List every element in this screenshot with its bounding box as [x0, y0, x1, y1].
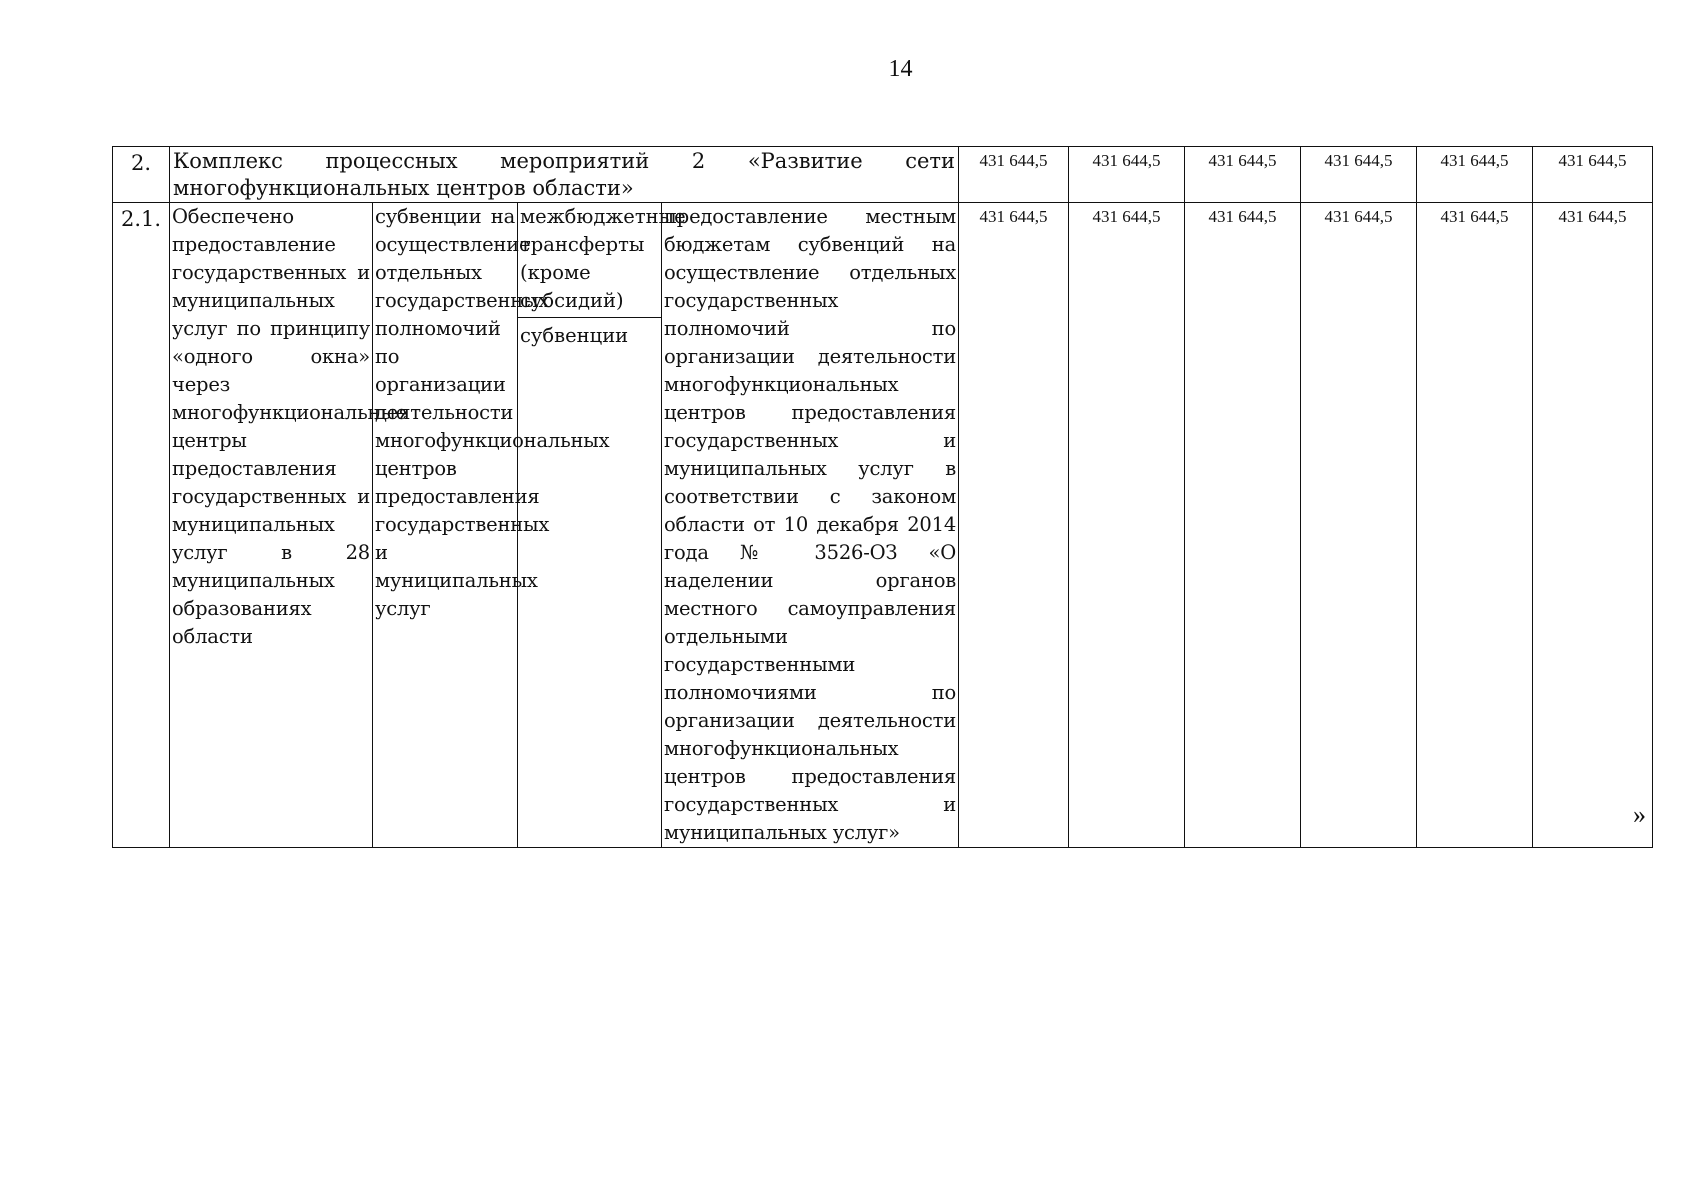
transfer-type: межбюджетные трансферты (кроме субсидий)	[518, 203, 661, 318]
page-number: 14	[888, 56, 913, 82]
amount-cell: 431 644,5	[1301, 147, 1417, 203]
row-index: 2.	[113, 147, 170, 203]
program-title: Комплекс процессных мероприятий 2 «Развитие сети многофункциональных центров области»	[170, 147, 959, 203]
row-index: 2.1.	[113, 203, 170, 848]
amount-cell: 431 644,5	[1417, 203, 1533, 848]
amount-cell: 431 644,5	[1417, 147, 1533, 203]
transfer-subtype: субвенции	[520, 324, 629, 347]
amount-cell: 431 644,5	[1185, 147, 1301, 203]
amount-cell: 431 644,5	[1185, 203, 1301, 848]
amount-cell: 431 644,5	[959, 147, 1069, 203]
budget-table	[112, 146, 1653, 848]
task-cell: Обеспечено предоставление государственных и муниципальных услуг по принципу «одного окна» через многофункциональные центры предоставления государственных и муниципальных услуг в 28 муниципальных образованиях области	[170, 203, 373, 848]
amount-cell: 431 644,5	[1301, 203, 1417, 848]
closing-quote-mark: »	[1633, 800, 1646, 829]
amount-cell: 431 644,5	[959, 203, 1069, 848]
description-cell: предоставление местным бюджетам субвенций на осуществление отдельных государственных полномочий по организации деятельности многофункциональных центров предоставления государственных и муниципальных услуг в соответствии с законом области от 10 декабря 2014 года № 3526-ОЗ «О наделении органов местного самоуправления отдельными государственными полномочиями по организации деятельности многофункциональных центров предоставления государственных и муниципальных услуг»	[662, 203, 959, 848]
amount-cell: 431 644,5	[1069, 147, 1185, 203]
amount-cell: 431 644,5	[1533, 147, 1653, 203]
table-row	[113, 147, 1653, 203]
purpose-cell: субвенции на осуществление отдельных государственных полномочий по организации деятельности многофункциональных центров предоставления государственных и муниципальных услуг	[373, 203, 518, 848]
table-row	[113, 203, 1653, 848]
amount-cell: 431 644,5	[1069, 203, 1185, 848]
amount-cell: 431 644,5	[1533, 203, 1653, 848]
